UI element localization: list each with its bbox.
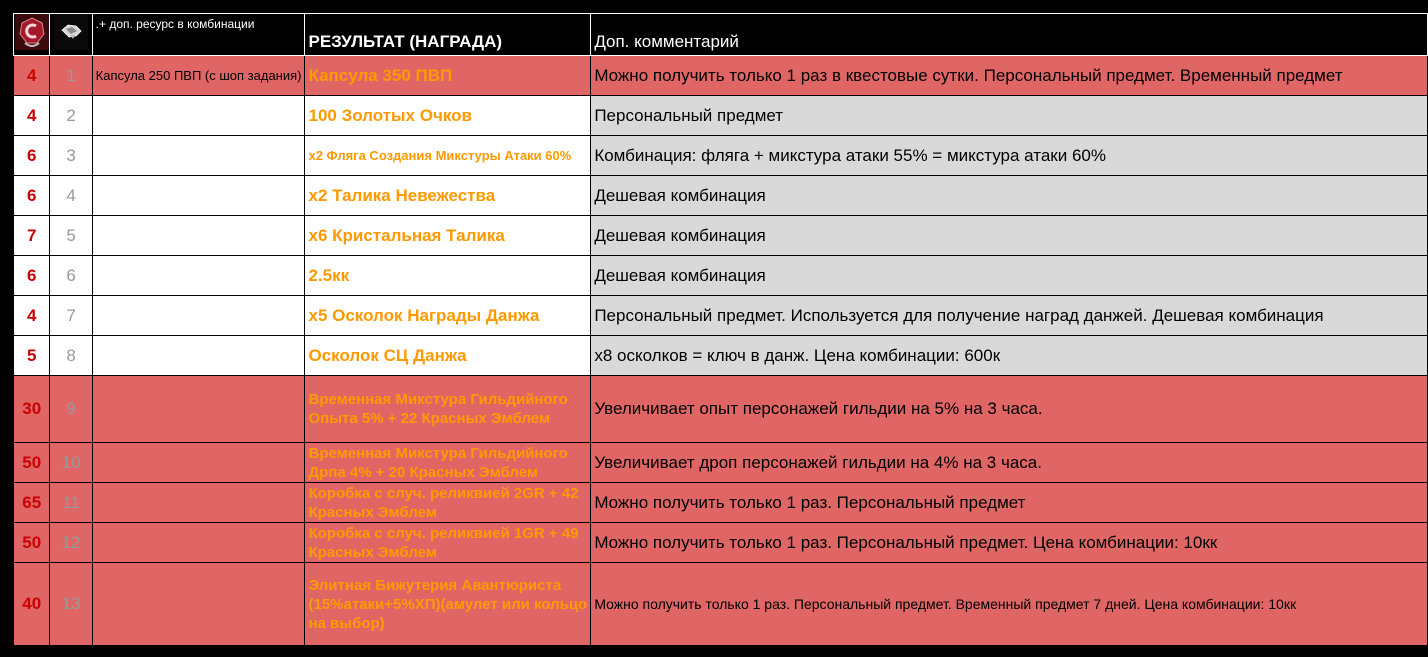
result-cell[interactable]: Элитная Бижутерия Авантюриста (15%атаки+5%ХП)(амулет или кольцо на выбор)	[305, 563, 591, 646]
table-row	[14, 336, 1428, 376]
extra-resource-cell[interactable]	[92, 336, 305, 376]
cost-cell[interactable]: 65	[14, 483, 50, 523]
result-cell[interactable]: Осколок СЦ Данжа	[305, 336, 591, 376]
extra-resource-cell[interactable]	[92, 216, 305, 256]
result-cell[interactable]: Временная Микстура Гильдийного Опыта 5% + 22 Красных Эмблем	[305, 376, 591, 443]
comment-cell[interactable]: Комбинация: фляга + микстура атаки 55% = микстура атаки 60%	[591, 136, 1428, 176]
cost-cell[interactable]: 6	[14, 176, 50, 216]
cost-cell[interactable]: 4	[14, 56, 50, 96]
number-cell[interactable]: 1	[50, 56, 92, 96]
number-cell[interactable]: 3	[50, 136, 92, 176]
extra-resource-cell[interactable]	[92, 296, 305, 336]
header-num-cell[interactable]	[50, 14, 92, 56]
table-row	[14, 136, 1428, 176]
result-cell[interactable]: x2 Фляга Создания Микстуры Атаки 60%	[305, 136, 591, 176]
table-row	[14, 523, 1428, 563]
extra-resource-cell[interactable]	[92, 523, 305, 563]
header-cost-cell[interactable]	[14, 14, 50, 56]
extra-resource-cell[interactable]	[92, 483, 305, 523]
header-result[interactable]: РЕЗУЛЬТАТ (НАГРАДА)	[305, 14, 591, 56]
extra-resource-cell[interactable]	[92, 256, 305, 296]
table-row	[14, 256, 1428, 296]
header-comment[interactable]: Доп. комментарий	[591, 14, 1428, 56]
extra-resource-cell[interactable]	[92, 96, 305, 136]
cost-cell[interactable]: 4	[14, 296, 50, 336]
extra-resource-cell[interactable]	[92, 136, 305, 176]
comment-cell[interactable]: Можно получить только 1 раз. Персональный предмет. Временный предмет 7 дней. Цена комбинации: 10кк	[591, 563, 1428, 646]
comment-cell[interactable]: Увеличивает опыт персонажей гильдии на 5% на 3 часа.	[591, 376, 1428, 443]
extra-resource-cell[interactable]: Капсула 250 ПВП (с шоп задания)	[92, 56, 305, 96]
table-row	[14, 483, 1428, 523]
comment-cell[interactable]: Дешевая комбинация	[591, 176, 1428, 216]
comment-cell[interactable]: Можно получить только 1 раз в квестовые сутки. Персональный предмет. Временный предмет	[591, 56, 1428, 96]
result-cell[interactable]: 2.5кк	[305, 256, 591, 296]
comment-cell[interactable]: Дешевая комбинация	[591, 216, 1428, 256]
crystal-icon	[54, 14, 88, 50]
cost-cell[interactable]: 6	[14, 136, 50, 176]
table-row	[14, 443, 1428, 483]
number-cell[interactable]: 8	[50, 336, 92, 376]
number-cell[interactable]: 2	[50, 96, 92, 136]
header-extra-resource[interactable]: .+ доп. ресурс в комбинации	[92, 14, 305, 56]
table-row	[14, 296, 1428, 336]
extra-resource-cell[interactable]	[92, 443, 305, 483]
number-cell[interactable]: 5	[50, 216, 92, 256]
cost-cell[interactable]: 40	[14, 563, 50, 646]
table-row	[14, 216, 1428, 256]
table-row	[14, 376, 1428, 443]
number-cell[interactable]: 4	[50, 176, 92, 216]
number-cell[interactable]: 13	[50, 563, 92, 646]
number-cell[interactable]: 6	[50, 256, 92, 296]
comment-cell[interactable]: Можно получить только 1 раз. Персональный предмет	[591, 483, 1428, 523]
number-cell[interactable]: 10	[50, 443, 92, 483]
rewards-table	[13, 13, 1428, 646]
extra-resource-cell[interactable]	[92, 563, 305, 646]
comment-cell[interactable]: Увеличивает дроп персонажей гильдии на 4% на 3 часа.	[591, 443, 1428, 483]
header-row	[14, 14, 1428, 56]
cost-cell[interactable]: 5	[14, 336, 50, 376]
number-cell[interactable]: 9	[50, 376, 92, 443]
extra-resource-cell[interactable]	[92, 176, 305, 216]
comment-cell[interactable]: Дешевая комбинация	[591, 256, 1428, 296]
table-row	[14, 176, 1428, 216]
comment-cell[interactable]: Персональный предмет	[591, 96, 1428, 136]
table-row	[14, 56, 1428, 96]
number-cell[interactable]: 11	[50, 483, 92, 523]
result-cell[interactable]: x5 Осколок Награды Данжа	[305, 296, 591, 336]
extra-resource-cell[interactable]	[92, 376, 305, 443]
cost-cell[interactable]: 4	[14, 96, 50, 136]
cost-cell[interactable]: 30	[14, 376, 50, 443]
result-cell[interactable]: 100 Золотых Очков	[305, 96, 591, 136]
table-row	[14, 563, 1428, 646]
comment-cell[interactable]: x8 осколков = ключ в данж. Цена комбинации: 600к	[591, 336, 1428, 376]
cost-cell[interactable]: 50	[14, 523, 50, 563]
result-cell[interactable]: Временная Микстура Гильдийного Дрпа 4% + 20 Красных Эмблем	[305, 443, 591, 483]
result-cell[interactable]: x6 Кристальная Талика	[305, 216, 591, 256]
number-cell[interactable]: 12	[50, 523, 92, 563]
comment-cell[interactable]: Можно получить только 1 раз. Персональный предмет. Цена комбинации: 10кк	[591, 523, 1428, 563]
result-cell[interactable]: Коробка с случ. реликвией 1GR + 49 Красных Эмблем	[305, 523, 591, 563]
cost-cell[interactable]: 7	[14, 216, 50, 256]
result-cell[interactable]: Капсула 350 ПВП	[305, 56, 591, 96]
comment-cell[interactable]: Персональный предмет. Используется для получение наград данжей. Дешевая комбинация	[591, 296, 1428, 336]
table-row	[14, 96, 1428, 136]
cost-cell[interactable]: 50	[14, 443, 50, 483]
cost-cell[interactable]: 6	[14, 256, 50, 296]
number-cell[interactable]: 7	[50, 296, 92, 336]
result-cell[interactable]: Коробка с случ. реликвией 2GR + 42 Красных Эмблем	[305, 483, 591, 523]
result-cell[interactable]: x2 Талика Невежества	[305, 176, 591, 216]
red-emblem-icon	[15, 14, 49, 50]
